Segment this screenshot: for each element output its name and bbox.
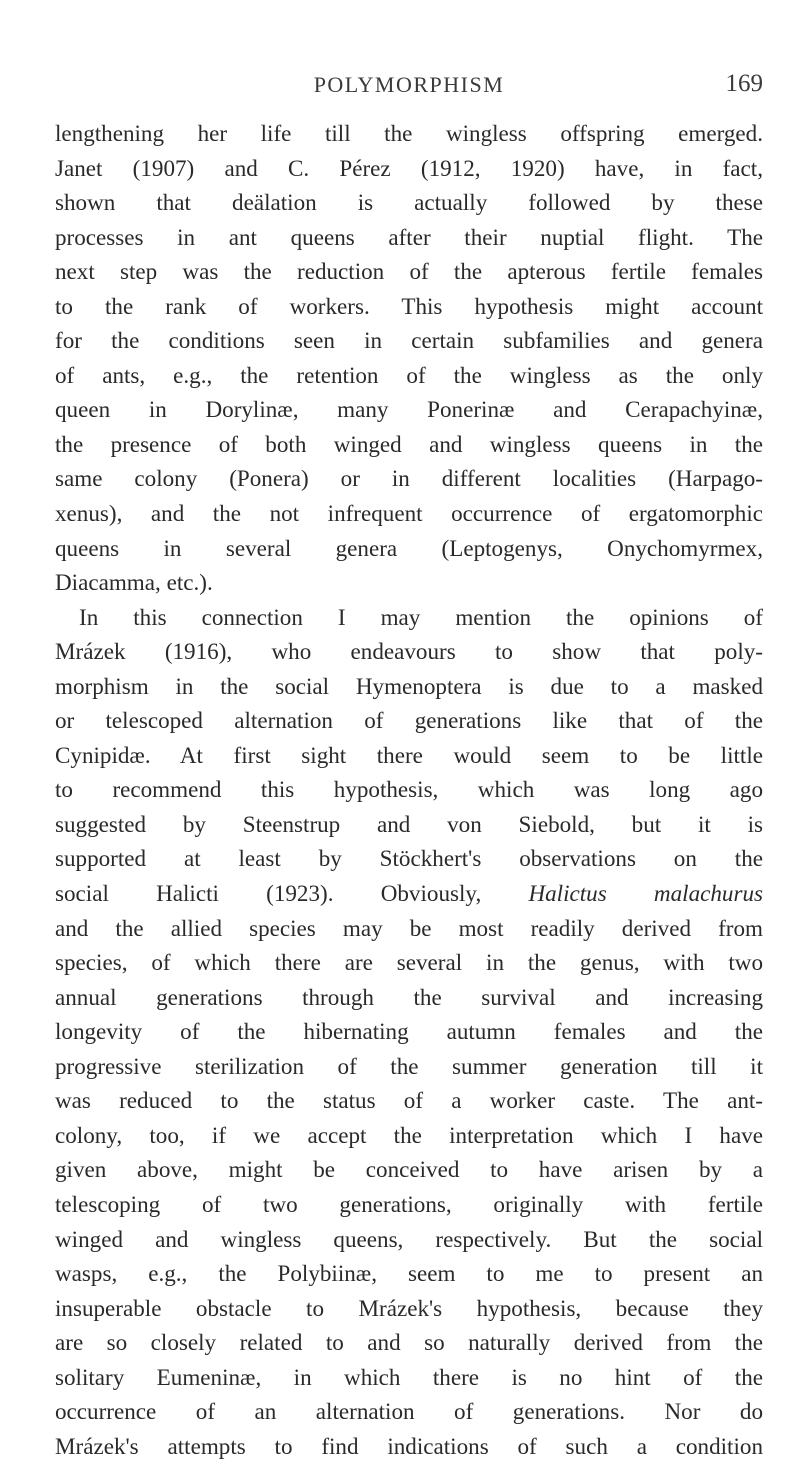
text-segment: social Halicti (1923). Obviously, xyxy=(55,880,482,907)
text-line: species, of which there are several in the genus, with two xyxy=(55,949,763,976)
text-line: to the rank of workers. This hypothesis might account xyxy=(55,292,763,319)
text-line: lengthening her life till the wingless offspring emerged. xyxy=(55,120,763,146)
text-line: occurrence of an alternation of generations. Nor do xyxy=(55,1398,763,1425)
text-line: wasps, e.g., the Polybiinæ, seem to me to present an xyxy=(55,1260,763,1287)
text-line: xenus), and the not infrequent occurrence of ergatomorphic xyxy=(55,500,763,527)
running-head xyxy=(55,72,763,112)
text-line: processes in ant queens after their nuptial flight. The xyxy=(55,223,763,250)
text-line: Mrázek (1916), who endeavours to show that poly- xyxy=(55,638,763,665)
text-line: Mrázek's attempts to find indications of such a condition xyxy=(55,1432,763,1459)
text-line: progressive sterilization of the summer generation till it xyxy=(55,1052,763,1079)
text-line: morphism in the social Hymenoptera is due to a masked xyxy=(55,672,763,699)
text-line: queen in Dorylinæ, many Ponerinæ and Cerapachyinæ, xyxy=(55,396,763,423)
text-line: next step was the reduction of the apterous fertile females xyxy=(55,258,763,285)
text-line: Cynipidæ. At first sight there would seem to be little xyxy=(55,741,763,768)
text-line: solitary Eumeninæ, in which there is no hint of the xyxy=(55,1363,763,1390)
page xyxy=(55,72,763,1463)
text-line: was reduced to the status of a worker caste. The ant- xyxy=(55,1087,763,1114)
text-line: shown that deälation is actually followed by these xyxy=(55,189,763,216)
text-line: longevity of the hibernating autumn females and the xyxy=(55,1018,763,1045)
text-line: suggested by Steenstrup and von Siebold, but it is xyxy=(55,810,763,837)
text-line: In this connection I may mention the opinions of xyxy=(79,603,763,630)
text-line: for the conditions seen in certain subfamilies and genera xyxy=(55,327,763,354)
paragraph-2 xyxy=(55,600,763,1463)
text-line: supported at least by Stöckhert's observations on the xyxy=(55,845,763,872)
text-line: same colony (Ponera) or in different localities (Harpago- xyxy=(55,465,763,492)
text-line: the presence of both winged and wingless queens in the xyxy=(55,430,763,457)
text-line: Diacamma, etc.). xyxy=(55,569,213,596)
text-line: or telescoped alternation of generations like that of the xyxy=(55,707,763,734)
text-line: colony, too, if we accept the interpretation which I have xyxy=(55,1121,763,1148)
text-line: of ants, e.g., the retention of the wingless as the only xyxy=(55,361,763,388)
running-title: POLYMORPHISM xyxy=(313,72,505,97)
text-line: queens in several genera (Leptogenys, Onychomyrmex, xyxy=(55,534,763,561)
text-line: telescoping of two generations, originally with fertile xyxy=(55,1190,763,1217)
text-line: and the allied species may be most readily derived from xyxy=(55,914,763,941)
text-line: to recommend this hypothesis, which was long ago xyxy=(55,776,763,803)
text-line: winged and wingless queens, respectively. But the social xyxy=(55,1225,763,1252)
paragraph-1 xyxy=(55,116,763,600)
text-line: insuperable obstacle to Mrázek's hypothesis, because they xyxy=(55,1294,763,1321)
text-line-with-italic xyxy=(55,876,763,911)
text-line: Janet (1907) and C. Pérez (1912, 1920) have, in fact, xyxy=(55,154,763,181)
text-line: annual generations through the survival and increasing xyxy=(55,983,763,1010)
page-number: 169 xyxy=(725,70,763,97)
text-line: are so closely related to and so naturally derived from the xyxy=(55,1329,763,1356)
body-text xyxy=(55,116,763,1463)
text-line: given above, might be conceived to have arisen by a xyxy=(55,1156,763,1183)
species-name-italic: Halictus malachurus xyxy=(528,880,763,907)
